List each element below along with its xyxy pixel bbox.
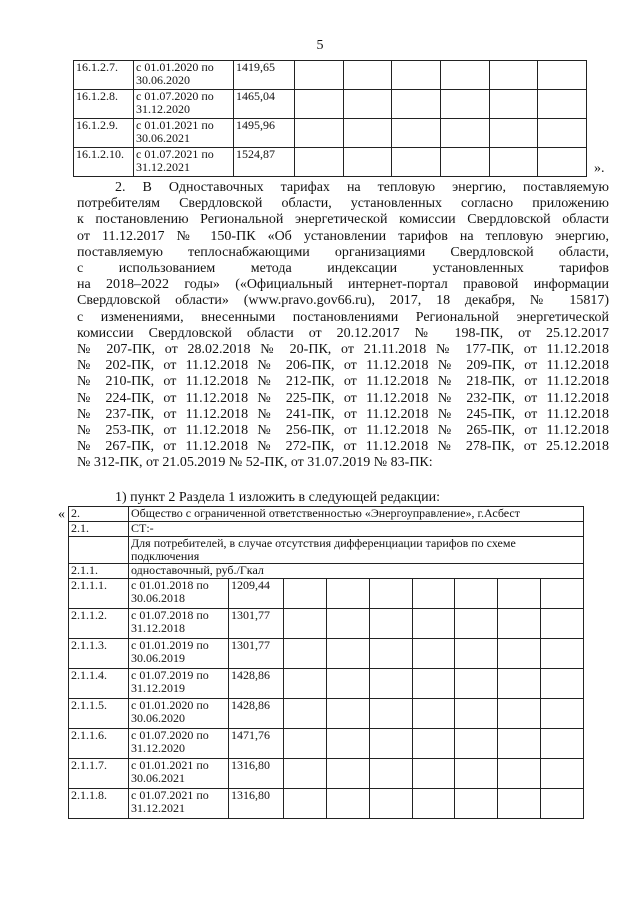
row-period	[129, 639, 229, 669]
paragraph-line: поставляемую теплоснабжающими организациями Свердловской области,	[77, 244, 609, 260]
opening-quote: «	[58, 507, 65, 522]
empty-cell	[284, 609, 327, 639]
empty-cell	[489, 119, 538, 148]
period-end: 30.06.2021	[136, 131, 190, 145]
table-row	[74, 61, 587, 90]
empty-cell	[455, 669, 498, 699]
tariff-table-energoupravlenie	[68, 506, 584, 819]
empty-cell	[498, 699, 541, 729]
empty-cell	[326, 759, 369, 789]
empty-cell	[369, 579, 412, 609]
empty-cell	[295, 61, 344, 90]
period-end: 31.12.2020	[131, 741, 185, 755]
period-end: 30.06.2021	[131, 771, 185, 785]
empty-cell	[326, 789, 369, 819]
row-code: 2.1.1.1.	[69, 579, 129, 609]
paragraph-line: № 224-ПК, от 11.12.2018 № 225-ПК, от 11.12.2018 № 232-ПК, от 11.12.2018	[77, 390, 609, 406]
empty-cell	[369, 699, 412, 729]
period-end: 30.06.2020	[131, 711, 185, 725]
empty-cell	[369, 729, 412, 759]
paragraph-2	[77, 180, 609, 472]
empty-cell	[343, 148, 392, 177]
row-value: 1419,65	[234, 61, 295, 90]
row-value: 1524,87	[234, 148, 295, 177]
empty-cell	[369, 609, 412, 639]
row-value: 1209,44	[229, 579, 284, 609]
empty-cell	[498, 579, 541, 609]
table-row	[74, 119, 587, 148]
period-start: с 01.07.2021 по	[131, 788, 209, 802]
empty-cell	[538, 148, 587, 177]
empty-cell	[326, 579, 369, 609]
row-period	[134, 90, 234, 119]
row-value: 1495,96	[234, 119, 295, 148]
empty-cell	[541, 789, 584, 819]
empty-cell	[326, 699, 369, 729]
row-value: 1428,86	[229, 699, 284, 729]
empty-cell	[412, 669, 455, 699]
row-value: 1316,80	[229, 759, 284, 789]
empty-cell	[284, 639, 327, 669]
empty-cell	[498, 789, 541, 819]
table-row	[69, 579, 584, 609]
row-code: 2.1.1.2.	[69, 609, 129, 639]
empty-cell	[455, 759, 498, 789]
row-period	[129, 759, 229, 789]
row-code: 2.1.1.7.	[69, 759, 129, 789]
row-code: 16.1.2.9.	[74, 119, 134, 148]
empty-cell	[284, 669, 327, 699]
row-code: 16.1.2.8.	[74, 90, 134, 119]
header-text: СТ:-	[129, 522, 584, 537]
empty-cell	[369, 669, 412, 699]
table-header-row	[69, 564, 584, 579]
empty-cell	[489, 61, 538, 90]
period-start: с 01.07.2020 по	[131, 728, 209, 742]
empty-cell	[541, 639, 584, 669]
empty-cell	[284, 729, 327, 759]
empty-cell	[440, 148, 489, 177]
paragraph-line: 2. В Одноставочных тарифах на тепловую энергию, поставляемую	[115, 180, 609, 195]
page-number: 5	[316, 38, 324, 53]
table-row	[69, 639, 584, 669]
period-start: с 01.01.2018 по	[131, 578, 209, 592]
header-code: 2.1.1.	[69, 564, 129, 579]
empty-cell	[295, 90, 344, 119]
empty-cell	[541, 579, 584, 609]
empty-cell	[392, 61, 441, 90]
paragraph-line: от 11.12.2017 № 150-ПК «Об установлении тарифов на тепловую энергию,	[77, 228, 609, 244]
empty-cell	[440, 90, 489, 119]
paragraph-line: № 253-ПК, от 11.12.2018 № 256-ПК, от 11.12.2018 № 265-ПК, от 11.12.2018	[77, 423, 609, 439]
paragraph-line: № 267-ПК, от 11.12.2018 № 272-ПК, от 11.12.2018 № 278-ПК, от 25.12.2018	[77, 439, 609, 455]
table-row	[69, 759, 584, 789]
empty-cell	[369, 639, 412, 669]
empty-cell	[541, 669, 584, 699]
empty-cell	[412, 729, 455, 759]
row-period	[134, 61, 234, 90]
paragraph-line: комиссии Свердловской области от 20.12.2017 № 198-ПК, от 25.12.2017	[77, 325, 609, 341]
period-end: 31.12.2021	[131, 801, 185, 815]
row-value: 1316,80	[229, 789, 284, 819]
period-end: 31.12.2018	[131, 621, 185, 635]
row-code: 16.1.2.10.	[74, 148, 134, 177]
header-text: Общество с ограниченной ответственностью «Энергоуправление», г.Асбест	[129, 507, 584, 522]
empty-cell	[498, 759, 541, 789]
empty-cell	[412, 759, 455, 789]
empty-cell	[412, 609, 455, 639]
header-text: одноставочный, руб./Гкал	[129, 564, 584, 579]
empty-cell	[498, 669, 541, 699]
empty-cell	[412, 579, 455, 609]
empty-cell	[412, 699, 455, 729]
row-period	[129, 609, 229, 639]
row-value: 1471,76	[229, 729, 284, 759]
period-start: с 01.01.2019 по	[131, 638, 209, 652]
paragraph-line: Свердловской области» (www.pravo.gov66.ru), 2017, 18 декабря, № 15817)	[77, 293, 609, 309]
table-row	[69, 669, 584, 699]
row-period	[129, 729, 229, 759]
row-code: 2.1.1.3.	[69, 639, 129, 669]
empty-cell	[541, 609, 584, 639]
empty-cell	[326, 729, 369, 759]
empty-cell	[343, 119, 392, 148]
paragraph-line: потребителям Свердловской области, установленных согласно приложению	[77, 196, 609, 212]
period-start: с 01.01.2021 по	[131, 758, 209, 772]
row-value: 1301,77	[229, 609, 284, 639]
empty-cell	[455, 699, 498, 729]
empty-cell	[489, 148, 538, 177]
empty-cell	[455, 789, 498, 819]
period-end: 31.12.2020	[136, 102, 190, 116]
header-text: Для потребителей, в случае отсутствия дифференциации тарифов по схеме подключения	[129, 537, 584, 564]
empty-cell	[538, 90, 587, 119]
period-end: 31.12.2019	[131, 681, 185, 695]
empty-cell	[412, 639, 455, 669]
row-period	[129, 699, 229, 729]
paragraph-line: № 207-ПК, от 28.02.2018 № 20-ПК, от 21.11.2018 № 177-ПК, от 11.12.2018	[77, 342, 609, 358]
empty-cell	[295, 119, 344, 148]
empty-cell	[343, 61, 392, 90]
empty-cell	[392, 90, 441, 119]
empty-cell	[541, 759, 584, 789]
row-code: 2.1.1.5.	[69, 699, 129, 729]
header-code: 2.1.	[69, 522, 129, 537]
empty-cell	[455, 579, 498, 609]
empty-cell	[284, 579, 327, 609]
empty-cell	[284, 759, 327, 789]
row-code: 2.1.1.4.	[69, 669, 129, 699]
row-code: 2.1.1.6.	[69, 729, 129, 759]
period-end: 30.06.2018	[131, 591, 185, 605]
empty-cell	[392, 119, 441, 148]
paragraph-line: на 2018–2022 годы» («Официальный интернет-портал правовой информации	[77, 277, 609, 293]
empty-cell	[440, 61, 489, 90]
table-row	[69, 609, 584, 639]
table-header-row	[69, 537, 584, 564]
table-header-row	[69, 522, 584, 537]
row-value: 1465,04	[234, 90, 295, 119]
period-start: с 01.07.2020 по	[136, 89, 214, 103]
paragraph-line: с изменениями, внесенными постановлениями Региональной энергетической	[77, 309, 609, 325]
paragraph-line: № 202-ПК, от 11.12.2018 № 206-ПК, от 11.12.2018 № 209-ПК, от 11.12.2018	[77, 358, 609, 374]
empty-cell	[326, 609, 369, 639]
row-code: 2.1.1.8.	[69, 789, 129, 819]
table-row	[69, 699, 584, 729]
empty-cell	[455, 729, 498, 759]
table-row	[74, 90, 587, 119]
row-period	[129, 579, 229, 609]
period-end: 31.12.2021	[136, 160, 190, 174]
empty-cell	[343, 90, 392, 119]
empty-cell	[295, 148, 344, 177]
paragraph-line: № 312-ПК, от 21.05.2019 № 52-ПК, от 31.07.2019 № 83-ПК:	[77, 455, 433, 471]
empty-cell	[455, 609, 498, 639]
empty-cell	[369, 789, 412, 819]
paragraph-line: к постановлению Региональной энергетической комиссии Свердловской области	[77, 212, 609, 228]
empty-cell	[440, 119, 489, 148]
row-period	[134, 119, 234, 148]
empty-cell	[498, 609, 541, 639]
empty-cell	[541, 729, 584, 759]
empty-cell	[326, 669, 369, 699]
paragraph-line: № 210-ПК, от 11.12.2018 № 212-ПК, от 11.12.2018 № 218-ПК, от 11.12.2018	[77, 374, 609, 390]
row-period	[129, 669, 229, 699]
row-period	[129, 789, 229, 819]
table-row	[74, 148, 587, 177]
paragraph-line: № 237-ПК, от 11.12.2018 № 241-ПК, от 11.12.2018 № 245-ПК, от 11.12.2018	[77, 406, 609, 422]
empty-cell	[326, 639, 369, 669]
empty-cell	[455, 639, 498, 669]
table-header-row	[69, 507, 584, 522]
empty-cell	[538, 61, 587, 90]
period-end: 30.06.2020	[136, 73, 190, 87]
row-value: 1301,77	[229, 639, 284, 669]
period-start: с 01.01.2020 по	[131, 698, 209, 712]
table-row	[69, 729, 584, 759]
table-row	[69, 789, 584, 819]
empty-cell	[498, 729, 541, 759]
empty-cell	[392, 148, 441, 177]
period-start: с 01.07.2019 по	[131, 668, 209, 682]
empty-cell	[498, 639, 541, 669]
empty-cell	[369, 759, 412, 789]
empty-cell	[284, 699, 327, 729]
tariff-table-continued	[73, 60, 587, 177]
header-code: 2.	[69, 507, 129, 522]
row-value: 1428,86	[229, 669, 284, 699]
empty-cell	[541, 699, 584, 729]
empty-cell	[538, 119, 587, 148]
header-code	[69, 537, 129, 564]
empty-cell	[412, 789, 455, 819]
period-start: с 01.07.2018 по	[131, 608, 209, 622]
empty-cell	[284, 789, 327, 819]
row-period	[134, 148, 234, 177]
item-1-text: 1) пункт 2 Раздела 1 изложить в следующей редакции:	[115, 490, 440, 505]
period-start: с 01.01.2021 по	[136, 118, 214, 132]
period-end: 30.06.2019	[131, 651, 185, 665]
empty-cell	[489, 90, 538, 119]
period-start: с 01.01.2020 по	[136, 60, 214, 74]
closing-quote: ».	[594, 161, 605, 176]
paragraph-line: с использованием метода индексации установленных тарифов	[77, 261, 609, 277]
row-code: 16.1.2.7.	[74, 61, 134, 90]
period-start: с 01.07.2021 по	[136, 147, 214, 161]
